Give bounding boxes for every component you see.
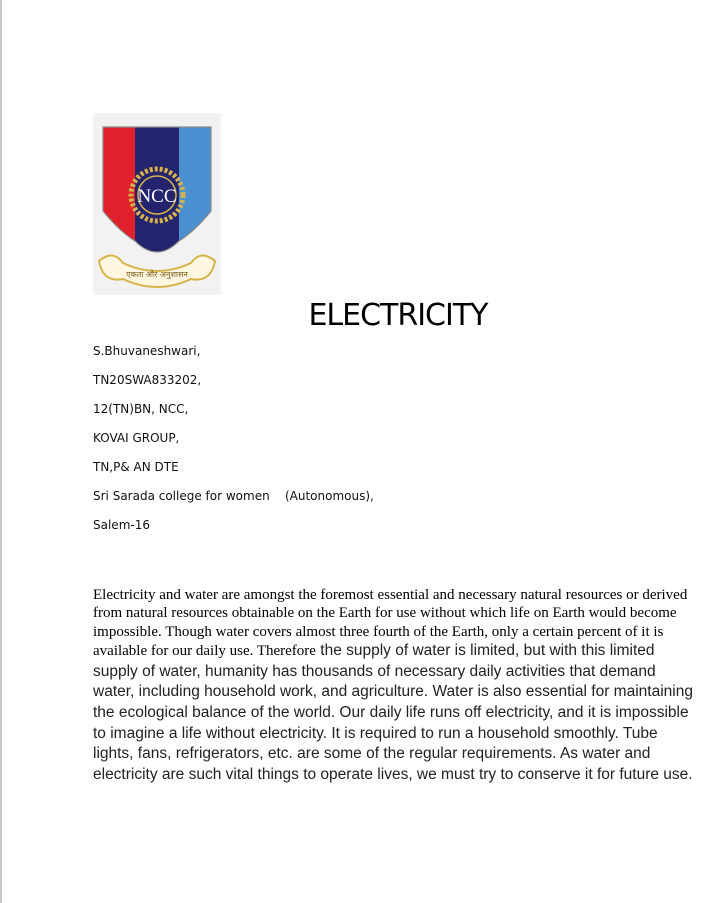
author-line: TN,P& AN DTE xyxy=(93,460,179,474)
page-edge xyxy=(0,0,2,903)
emblem-motto: एकता और अनुशासन xyxy=(126,270,188,279)
author-line: Sri Sarada college for women (Autonomous), xyxy=(93,489,374,503)
author-line: Salem-16 xyxy=(93,518,150,532)
author-block xyxy=(93,341,374,544)
emblem-text: NCC xyxy=(137,186,177,207)
ncc-crest-icon xyxy=(93,113,221,295)
essay-text-sans: the supply of water is limited, but with this limited supply of water, humanity has thousands of necessary daily activities that demand water, including household work, and agriculture. Water is also essential for maintaining the ecological balance of the world. Our daily life runs off electricity, and it is impossible to imagine a life without electricity. It is required to run a household smoothly. Tube lights, fans, refrigerators, etc. are some of the regular requirements. As water and electricity are such vital things to operate lives, we must try to conserve it for future use. xyxy=(93,642,693,783)
essay-paragraph xyxy=(93,586,698,785)
essay-text-serif: Electricity and water are amongst the foremost essential and necessary natural resources or derived from natural resources obtainable on the Earth for use without which life on Earth would become impossible. Though water covers almost three fourth of the Earth, only a certain percent of it is available for our daily use. Therefore xyxy=(93,587,688,660)
author-line: S.Bhuvaneshwari, xyxy=(93,344,201,358)
author-line: TN20SWA833202, xyxy=(93,373,202,387)
author-line: 12(TN)BN, NCC, xyxy=(93,402,189,416)
author-line: KOVAI GROUP, xyxy=(93,431,180,445)
page-title: ELECTRICITY xyxy=(308,298,488,333)
ncc-emblem xyxy=(93,113,221,295)
